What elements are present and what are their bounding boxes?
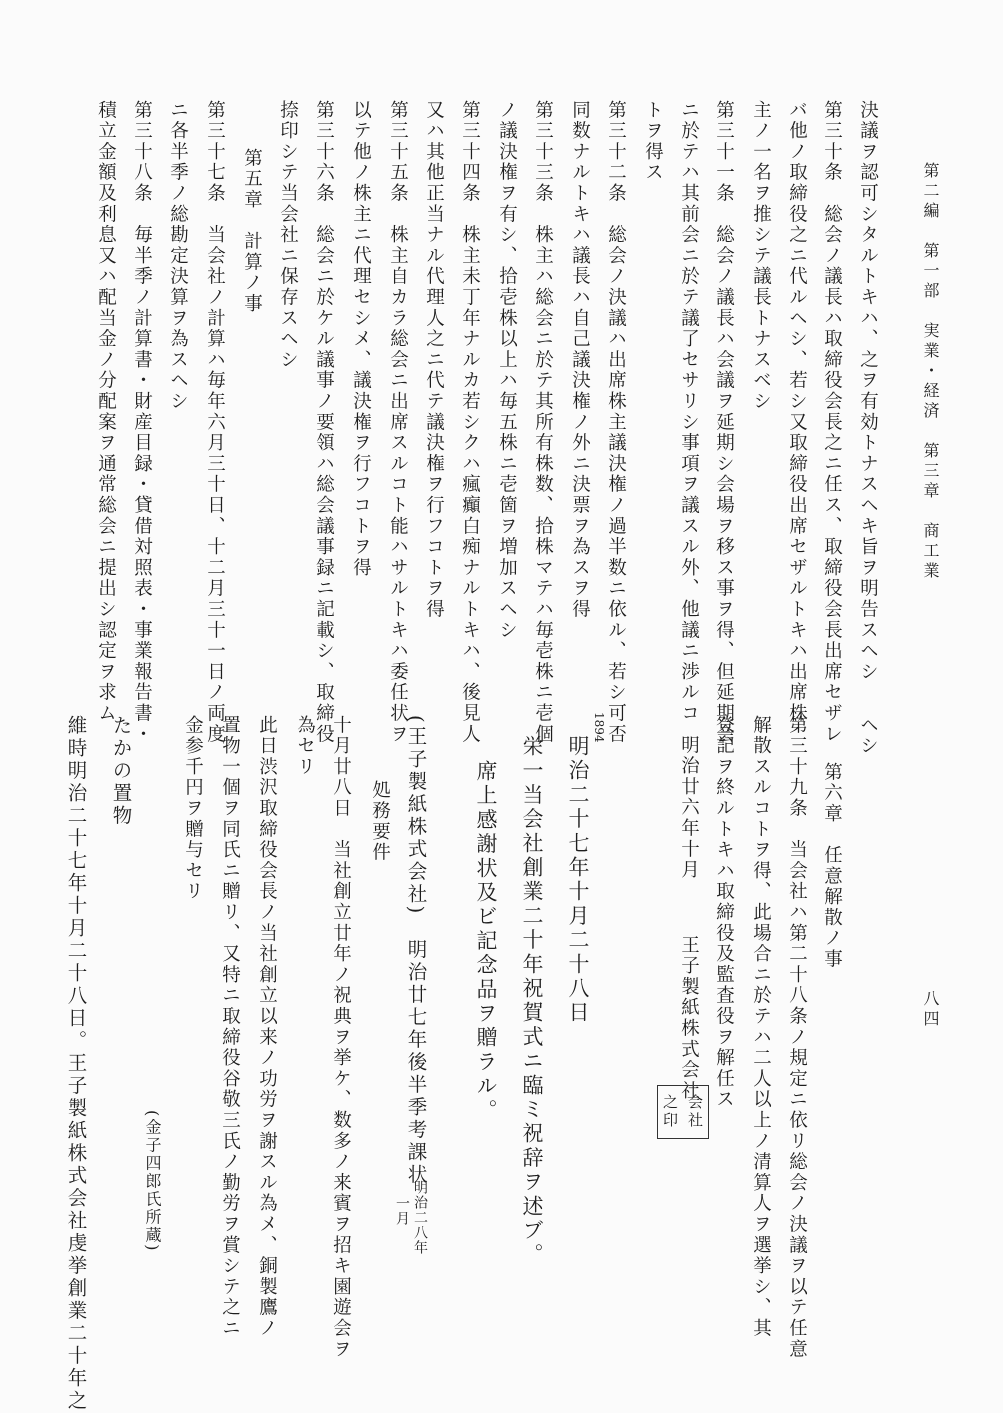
date-note: 一月	[394, 1196, 410, 1226]
summary-line: 栄一当会社創業二十年祝賀式ニ臨ミ祝辞ヲ述ブ。	[520, 735, 544, 1268]
text-line: 置物一個ヲ同氏ニ贈リ、又特ニ取締役谷敬三氏ノ勤労ヲ賞シテ之ニ	[219, 715, 241, 1339]
text-line: 第三十四条 株主未丁年ナルカ若シクハ瘋癲白痴ナルトキハ、後見人	[459, 100, 481, 745]
text-line: 第三十八条 毎半季ノ計算書・財産目録・貸借対照表・事業報告書・	[131, 100, 153, 745]
text-line: ノ議決権ヲ有シ、拾壱株以上ハ毎五株ニ壱箇ヲ増加スヘシ	[496, 100, 518, 641]
text-line: 積立金額及利息又ハ配当金ノ分配案ヲ通常総会ニ提出シ認定ヲ求ム	[95, 100, 117, 724]
seal	[657, 1085, 709, 1139]
text-line: 第三十三条 株主ハ総会ニ於テ其所有株数、拾株マテハ毎壱株ニ壱個	[532, 100, 554, 745]
text-line: 同数ナルトキハ議長ハ自己議決権ノ外ニ決票ヲ為スヲ得	[569, 100, 591, 620]
text-line: 第三十二条 総会ノ決議ハ出席株主議決権ノ過半数ニ依ル、若シ可否	[605, 100, 627, 745]
text-line: ニ各半季ノ総勘定決算ヲ為スヘシ	[167, 100, 189, 412]
date-heading: 明治二十七年十月二十八日	[566, 735, 590, 1026]
inscription-line: 維時明治二十七年十月二十八日。王子製紙株式会社虔挙創業二十年之	[64, 715, 88, 1413]
text-line: 解散スルコトヲ得、此場合ニ於テハ二人以上ノ清算人ヲ選挙シ、其	[750, 715, 772, 1339]
text-line: 以テ他ノ株主ニ代理セシメ、議決権ヲ行フコトヲ得	[350, 100, 372, 579]
text-line: バ他ノ取締役之ニ代ルヘシ、若シ又取締役出席セザルトキハ出席株	[786, 100, 808, 724]
text-line: 主ノ一名ヲ推シテ議長トナスベシ	[750, 100, 772, 412]
running-header: 第二編 第一部 実業・経済 第三章 商工業	[921, 162, 940, 582]
text-line: 十月廿八日 当社創立廿年ノ祝典ヲ挙ケ、数多ノ来賓ヲ招キ園遊会ヲ	[330, 715, 352, 1360]
date-note: 明治二八年	[412, 1180, 428, 1255]
text-line: ニ於テハ其前会ニ於テ議了セサリシ事項ヲ議スル外、他議ニ渉ルコ	[678, 100, 700, 724]
text-line: 第三十六条 総会ニ於ケル議事ノ要領ハ総会議事録ニ記載シ、取締役	[313, 100, 335, 745]
chapter-heading: 第五章 計算ノ事	[241, 148, 263, 315]
page-number: 八四	[921, 990, 940, 1030]
chapter-heading: 第六章 任意解散ノ事	[821, 762, 843, 970]
year-note: 1894	[592, 712, 606, 743]
text-line: 第三十七条 当会社ノ計算ハ毎年六月三十日、十二月三十一日ノ両度	[204, 100, 226, 745]
text-line: 登記ヲ終ルトキハ取締役及監査役ヲ解任ス	[713, 715, 735, 1111]
text-line: トヲ得ス	[642, 100, 664, 184]
summary-line: 席上感謝状及ビ記念品ヲ贈ラル。	[474, 760, 498, 1123]
text-line: ヘシ	[857, 715, 879, 757]
object-title: たかの置物	[109, 715, 133, 828]
text-line: 為セリ	[294, 715, 316, 778]
text-line: 第三十五条 株主自カラ総会ニ出席スルコト能ハサルトキハ委任状ヲ	[387, 100, 409, 745]
text-line: 此日渋沢取締役会長ノ当社創立以来ノ功労ヲ謝スル為メ、銅製鷹ノ	[256, 715, 278, 1339]
text-line: 金参千円ヲ贈与セリ	[182, 715, 204, 903]
text-line: 第三十条 総会ノ議長ハ取締役会長之ニ任ス、取締役会長出席セザレ	[821, 100, 843, 745]
text-line: 第三十一条 総会ノ議長ハ会議ヲ延期シ会場ヲ移ス事ヲ得、但延期会	[713, 100, 735, 745]
seal-text: 会社	[686, 1094, 704, 1130]
date-line: 明治廿六年十月	[678, 735, 700, 881]
collection-note: (金子四郎氏所蔵)	[143, 1110, 162, 1253]
text-line: 捺印シテ当会社ニ保存スヘシ	[277, 100, 299, 371]
section-heading: 処務要件	[369, 780, 391, 864]
text-line: 第三十九条 当会社ハ第二十八条ノ規定ニ依リ総会ノ決議ヲ以テ任意	[786, 715, 808, 1360]
text-line: 決議ヲ認可シタルトキハ、之ヲ有効トナスヘキ旨ヲ明告スヘシ	[857, 100, 879, 683]
company-name: 王子製紙株式会社	[678, 935, 700, 1102]
text-line: 又ハ其他正当ナル代理人之ニ代テ議決権ヲ行フコトヲ得	[423, 100, 445, 620]
source-title: (王子製紙株式会社) 明治廿七年後半季考課状	[404, 715, 428, 1187]
seal-text: 之印	[661, 1094, 679, 1130]
